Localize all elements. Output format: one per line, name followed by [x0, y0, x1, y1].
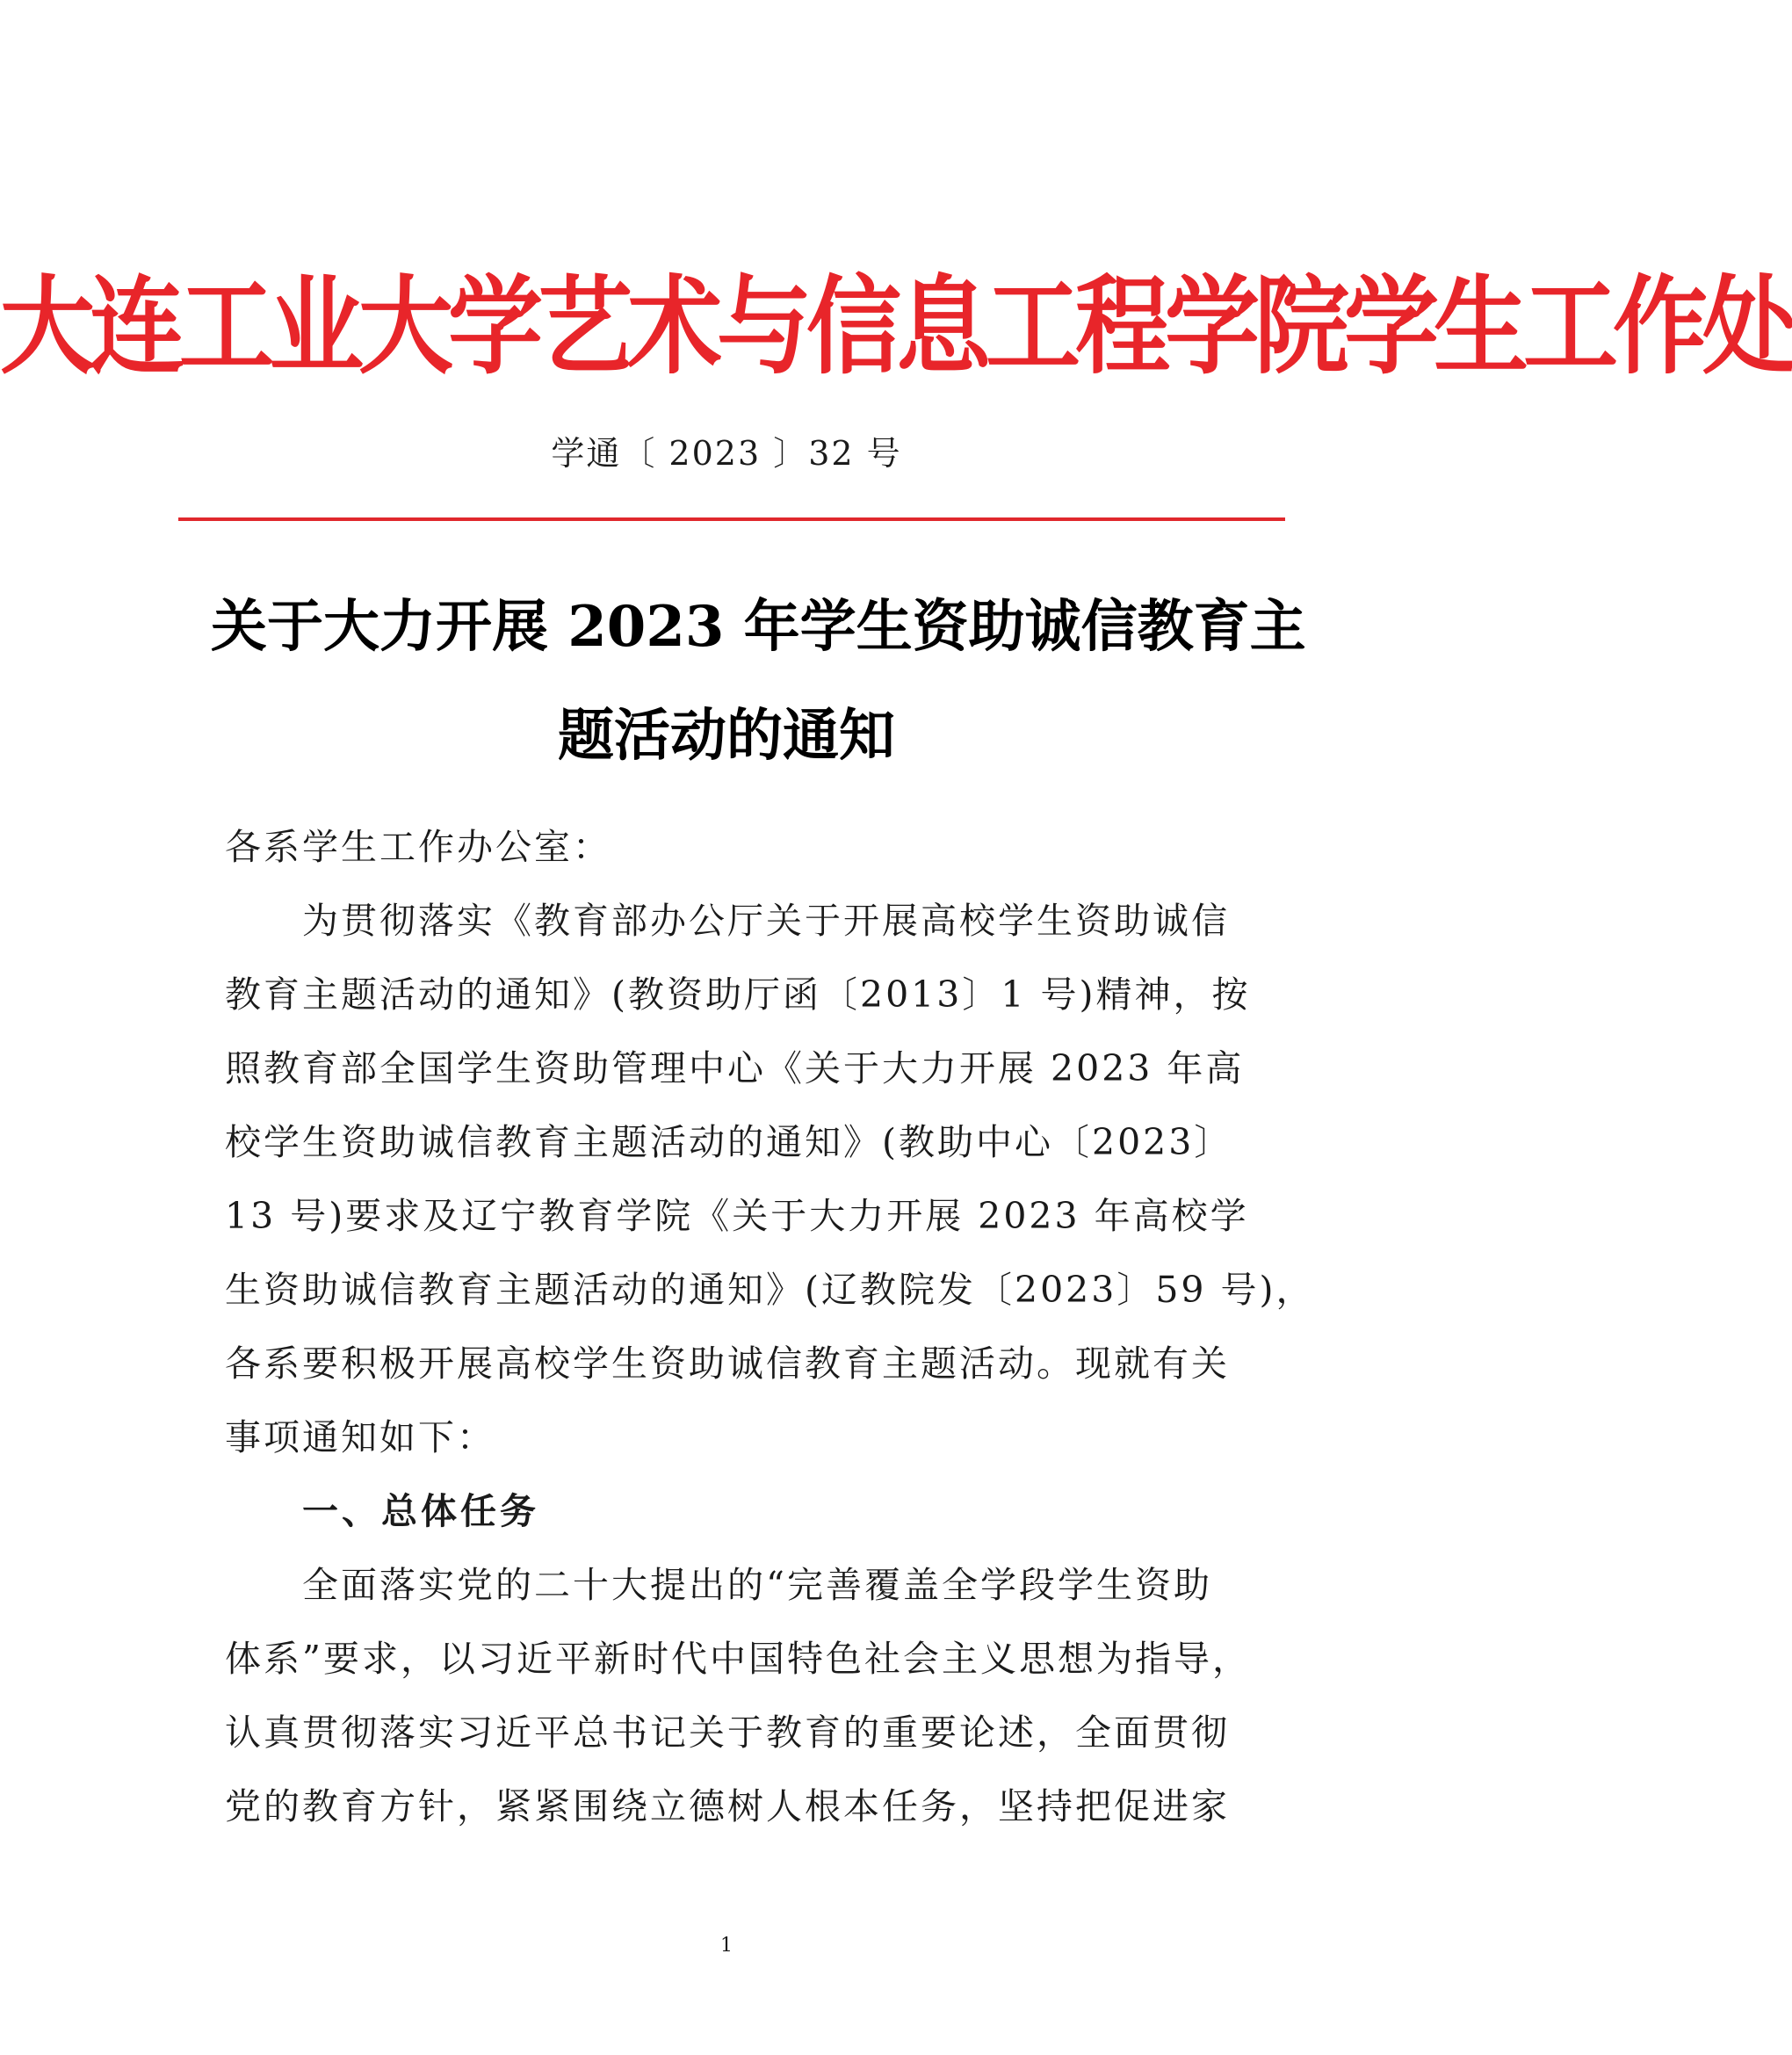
title-line-1: 关于大力开展 2023 年学生资助诚信教育主	[211, 594, 1306, 660]
notice-body	[225, 810, 1315, 1843]
organization-name: 大连工业大学艺术与信息工程学院学生工作处	[0, 264, 1792, 389]
paragraph-2-line-2: 体系”要求，以习近平新时代中国特色社会主义思想为指导，	[225, 1638, 1251, 1680]
paragraph-1-line-5: 13 号)要求及辽宁教育学院《关于大力开展 2023 年高校学	[225, 1195, 1249, 1237]
paragraph-1-line-8: 事项通知如下：	[225, 1416, 495, 1458]
paragraph-1-line-3: 照教育部全国学生资助管理中心《关于大力开展 2023 年高	[225, 1047, 1245, 1089]
section-1-heading: 一、总体任务	[302, 1490, 539, 1532]
paragraph-2-line-1: 全面落实党的二十大提出的“完善覆盖全学段学生资助	[302, 1564, 1212, 1606]
paragraph-1-line-6: 生资助诚信教育主题活动的通知》(辽教院发〔2023〕59 号)，	[225, 1269, 1315, 1311]
salutation: 各系学生工作办公室：	[225, 826, 611, 868]
notice-title	[211, 573, 1306, 791]
issuing-organization-header	[0, 238, 1792, 416]
paragraph-1-line-4: 校学生资助诚信教育主题活动的通知》(教助中心〔2023〕	[225, 1121, 1233, 1163]
paragraph-1-line-2: 教育主题活动的通知》(教资助厅函〔2013〕1 号)精神，按	[225, 973, 1251, 1016]
title-line-2: 题活动的通知	[558, 703, 895, 769]
red-divider-rule	[178, 517, 1285, 521]
paragraph-2-line-3: 认真贯彻落实习近平总书记关于教育的重要论述，全面贯彻	[225, 1711, 1230, 1754]
paragraph-2-line-4: 党的教育方针，紧紧围绕立德树人根本任务，坚持把促进家	[225, 1785, 1230, 1827]
paragraph-1-line-1: 为贯彻落实《教育部办公厅关于开展高校学生资助诚信	[302, 900, 1230, 942]
paragraph-1-line-7: 各系要积极开展高校学生资助诚信教育主题活动。现就有关	[225, 1342, 1230, 1385]
page-number: 1	[720, 1935, 733, 1957]
document-number: 学通〔 2023 〕32 号	[551, 434, 902, 473]
